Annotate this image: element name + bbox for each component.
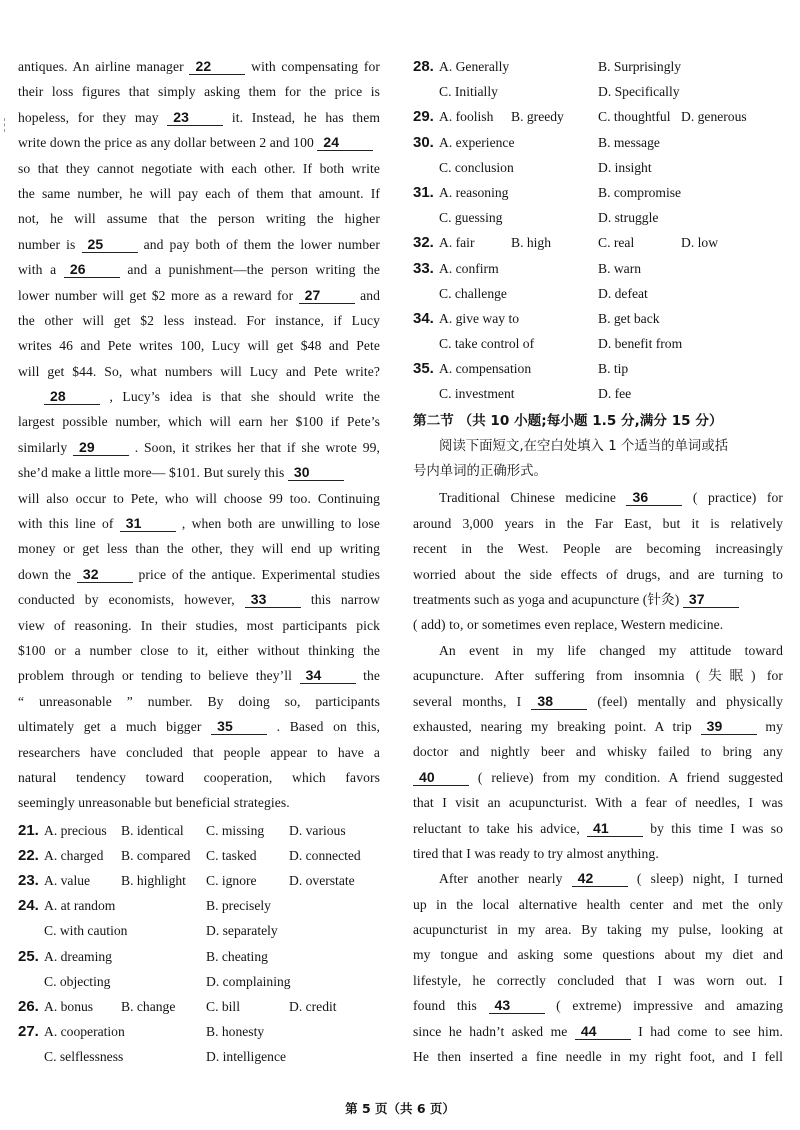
passage-text: the same number, he will pay each of them that amount. If — [18, 185, 380, 201]
option[interactable]: A. Generally — [439, 59, 510, 74]
passage-line — [413, 917, 783, 942]
question-row — [18, 868, 380, 893]
passage-line — [413, 739, 783, 764]
passage-text: write down the price as any dollar between 2 and 100 — [18, 135, 318, 151]
question-number: 24. — [18, 897, 39, 915]
passage-line — [18, 511, 380, 536]
passage-text: I had come to see him. — [630, 1023, 783, 1039]
passage-text: since he hadn’t asked me — [413, 1023, 575, 1039]
passage-text: tired that I was ready to try almost anything. — [413, 845, 659, 861]
option[interactable]: C. objecting — [44, 973, 111, 989]
option[interactable]: C. take control of — [439, 336, 535, 352]
passage-line — [18, 105, 380, 130]
passage-line — [413, 968, 783, 993]
option[interactable]: A. confirm — [439, 260, 499, 276]
question-row — [18, 1019, 380, 1044]
option[interactable]: A. dreaming — [44, 948, 112, 964]
passage-line — [18, 283, 380, 308]
option[interactable]: B. message — [598, 134, 660, 150]
right-column — [413, 54, 783, 1069]
section2-instruction: 阅读下面短文,在空白处填入 1 个适当的单词或括 号内单词的正确形式。 — [413, 438, 729, 480]
option[interactable]: B. identical — [121, 822, 184, 838]
option[interactable]: C. real — [598, 235, 635, 251]
left-column — [18, 54, 380, 1070]
option[interactable]: B. highlight — [121, 873, 186, 889]
option[interactable]: B. warn — [598, 260, 642, 276]
passage-line — [18, 333, 380, 358]
passage-text: my tongue and asking some questions about my diet and — [413, 947, 783, 963]
passage-text: conducted by economists, however, — [18, 592, 245, 608]
passage-text: this narrow — [300, 592, 380, 608]
passage-line — [18, 714, 380, 739]
question-row — [413, 155, 783, 180]
passage-line — [18, 409, 380, 434]
question-row — [413, 230, 783, 255]
option[interactable]: A. experience — [439, 134, 515, 150]
passage-line — [18, 130, 380, 155]
passage-line — [18, 435, 380, 460]
passage-text: with this line of — [18, 516, 120, 532]
left-questions — [18, 818, 380, 1070]
passage-line — [18, 384, 380, 409]
option[interactable]: D. generous — [681, 109, 747, 125]
right-passage — [413, 485, 783, 1069]
passage-line — [413, 866, 783, 891]
left-passage — [18, 54, 380, 816]
blank-34[interactable]: 34 — [300, 667, 356, 684]
passage-line — [18, 486, 380, 511]
option[interactable]: D. connected — [289, 847, 361, 863]
passage-text: reluctant to take his advice, — [413, 820, 588, 836]
passage-text: “ unreasonable ” number. By doing so, participants — [18, 693, 380, 709]
passage-text: doctor and nightly beer and whisky failed to bring any — [413, 744, 783, 760]
question-number: 25. — [18, 947, 39, 965]
option[interactable]: D. benefit from — [598, 336, 683, 352]
question-number: 27. — [18, 1023, 39, 1041]
blank-40[interactable]: 40 — [413, 769, 469, 786]
passage-text: treatments such as yoga and acupuncture (针灸) — [413, 592, 683, 607]
passage-line — [18, 79, 380, 104]
passage-line — [18, 740, 380, 765]
question-row — [18, 944, 380, 969]
option[interactable]: C. selflessness — [44, 1049, 124, 1065]
blank-30[interactable]: 30 — [288, 464, 344, 481]
option[interactable]: B. compared — [121, 847, 191, 863]
passage-line — [18, 689, 380, 714]
question-row — [413, 356, 783, 381]
passage-line — [18, 257, 380, 282]
blank-36[interactable]: 36 — [626, 489, 682, 506]
option[interactable]: A. reasoning — [439, 184, 509, 200]
passage-text: with a — [18, 262, 64, 278]
option[interactable]: A. foolish — [439, 109, 494, 125]
question-row — [413, 256, 783, 281]
passage-line — [18, 587, 380, 612]
passage-text: found this — [413, 998, 489, 1014]
blank-26[interactable]: 26 — [64, 261, 120, 278]
passage-text: the other will get $2 less instead. For instance, if Lucy — [18, 312, 380, 328]
passage-text: will get $44. So, what numbers will Lucy and Pete write? — [18, 363, 380, 379]
question-number: 35. — [413, 360, 434, 378]
passage-line — [18, 460, 380, 485]
passage-line — [18, 765, 380, 790]
question-number: 22. — [18, 846, 39, 864]
question-number: 28. — [413, 58, 434, 75]
passage-line — [18, 54, 380, 79]
passage-text: researchers have concluded that people appear to have a — [18, 744, 380, 760]
blank-38[interactable]: 38 — [531, 693, 587, 710]
question-row — [413, 205, 783, 230]
question-row — [413, 381, 783, 406]
passage-text: ultimately get a much bigger — [18, 719, 212, 735]
option[interactable]: B. greedy — [511, 109, 564, 125]
margin-mark — [4, 118, 6, 132]
blank-32[interactable]: 32 — [77, 566, 133, 583]
passage-text: not, he will assume that the person writing the higher — [18, 211, 380, 227]
passage-text: ( add) to, or sometimes even replace, Western medicine. — [413, 617, 724, 633]
passage-line — [18, 663, 380, 688]
passage-text: exhausted, nearing my breaking point. A trip — [413, 718, 701, 734]
passage-text: she’d make a little more— $101. But surely this — [18, 465, 288, 481]
passage-line — [413, 485, 783, 510]
option[interactable]: B. high — [511, 235, 552, 251]
blank-42[interactable]: 42 — [572, 870, 628, 887]
passage-line — [413, 790, 783, 815]
passage-text: . Soon, it strikes her that if she wrote 99, — [129, 439, 380, 455]
option[interactable]: C. challenge — [439, 285, 507, 301]
passage-text: ( extreme) impressive and amazing — [544, 998, 783, 1014]
blank-37[interactable]: 37 — [683, 591, 739, 608]
passage-text: it. Instead, he has them — [223, 109, 381, 125]
passage-text: ( sleep) night, I turned — [627, 871, 784, 887]
option[interactable]: D. intelligence — [206, 1049, 287, 1065]
passage-text: that I visit an acupuncturist. With a fear of needles, I was — [413, 795, 783, 811]
blank-41[interactable]: 41 — [587, 820, 643, 837]
option[interactable]: A. bonus — [44, 999, 94, 1015]
passage-line — [413, 612, 783, 637]
blank-35[interactable]: 35 — [211, 718, 267, 735]
blank-29[interactable]: 29 — [73, 439, 129, 456]
option[interactable]: A. compensation — [439, 361, 532, 377]
passage-text: seemingly unreasonable but beneficial strategies. — [18, 795, 290, 811]
passage-text: money or get less than the other, they will end up writing — [18, 541, 380, 557]
passage-text: . Based on this, — [267, 719, 380, 735]
option[interactable]: D. low — [681, 235, 719, 251]
option[interactable]: C. ignore — [206, 873, 257, 889]
passage-line — [413, 587, 783, 612]
passage-text: and pay both of them the lower number — [137, 236, 380, 252]
passage-text: will also occur to Pete, who will choose 99 too. Continuing — [18, 490, 380, 506]
option[interactable]: C. guessing — [439, 210, 503, 226]
option[interactable]: D. defeat — [598, 285, 648, 301]
question-row — [18, 818, 380, 843]
passage-text: , when both are unwilling to lose — [175, 516, 380, 532]
passage-text: acupuncturist in my area. By taking my pulse, looking at — [413, 922, 783, 938]
question-row — [413, 130, 783, 155]
passage-text: my — [756, 718, 783, 734]
option[interactable]: C. Initially — [439, 84, 498, 100]
option[interactable]: B. honesty — [206, 1024, 265, 1040]
option[interactable]: A. at random — [44, 898, 116, 914]
option[interactable]: B. get back — [598, 310, 660, 326]
passage-text: worried about the side effects of drugs, and are turning to — [413, 566, 783, 582]
passage-text: recent in the West. People are becoming increasingly — [413, 541, 783, 557]
option[interactable]: D. Specifically — [598, 84, 680, 100]
passage-text: lower number will get $2 more as a reward for — [18, 287, 299, 303]
passage-line — [18, 562, 380, 587]
passage-line — [18, 790, 380, 815]
question-number: 34. — [413, 309, 434, 327]
option[interactable]: C. missing — [206, 822, 265, 838]
passage-text: writes 46 and Pete writes 100, Lucy will get $48 and Pete — [18, 338, 380, 354]
option[interactable]: D. struggle — [598, 210, 659, 226]
passage-line — [18, 613, 380, 638]
option[interactable]: A. precious — [44, 822, 107, 838]
section2-title: 第二节 （共 10 小题;每小题 1.5 分,满分 15 分） — [413, 412, 723, 429]
option[interactable]: C. with caution — [44, 923, 128, 939]
passage-text: largest possible number, which will earn her $100 if Pete’s — [18, 414, 380, 430]
option[interactable]: B. change — [121, 999, 176, 1015]
option[interactable]: D. various — [289, 822, 346, 838]
passage-line — [413, 689, 783, 714]
option[interactable]: C. bill — [206, 999, 240, 1015]
blank-43[interactable]: 43 — [489, 997, 545, 1014]
passage-line — [413, 638, 783, 663]
question-number: 30. — [413, 133, 434, 151]
passage-line — [413, 892, 783, 917]
passage-line — [413, 1044, 783, 1069]
passage-text: so that they cannot negotiate with each other. If both write — [18, 160, 380, 176]
passage-text: acupuncture. After suffering from insomnia (失眠) for — [413, 668, 783, 684]
blank-23[interactable]: 23 — [167, 109, 223, 126]
question-number: 23. — [18, 872, 39, 890]
passage-text: price of the antique. Experimental studies — [132, 566, 381, 582]
blank-28[interactable]: 28 — [44, 388, 100, 405]
blank-24[interactable]: 24 — [317, 134, 373, 151]
option[interactable]: D. insight — [598, 159, 652, 175]
question-number: 26. — [18, 998, 39, 1016]
option[interactable]: B. compromise — [598, 184, 682, 200]
option[interactable]: A. give way to — [439, 310, 520, 326]
page-footer: 第 5 页（共 6 页） — [345, 1101, 455, 1116]
passage-text: and a punishment—the person writing the — [119, 262, 380, 278]
passage-text: around 3,000 years in the Far East, but it is relatively — [413, 515, 783, 531]
passage-line — [18, 156, 380, 181]
option[interactable]: B. precisely — [206, 898, 271, 914]
question-row — [18, 994, 380, 1019]
passage-text: ( practice) for — [682, 490, 783, 506]
question-number: 32. — [413, 234, 434, 252]
passage-text: He then inserted a fine needle in my right foot, and I fell — [413, 1049, 783, 1065]
question-row — [18, 843, 380, 868]
passage-line — [18, 181, 380, 206]
question-row — [18, 1044, 380, 1069]
passage-text: $100 or a number close to it, either without thinking the — [18, 642, 380, 658]
option[interactable]: A. charged — [44, 847, 104, 863]
blank-44[interactable]: 44 — [575, 1023, 631, 1040]
question-row — [413, 180, 783, 205]
passage-line — [18, 206, 380, 231]
passage-text: hopeless, for they may — [18, 109, 168, 125]
passage-line — [413, 993, 783, 1018]
passage-line — [18, 308, 380, 333]
blank-39[interactable]: 39 — [701, 718, 757, 735]
question-row — [413, 104, 783, 129]
passage-text: An event in my life changed my attitude toward — [439, 642, 783, 658]
passage-text: by this time I was so — [643, 820, 783, 836]
passage-text: and — [354, 287, 381, 303]
blank-33[interactable]: 33 — [245, 591, 301, 608]
passage-text: view of reasoning. In their studies, most participants pick — [18, 617, 380, 633]
question-row — [413, 306, 783, 331]
passage-text: After another nearly — [439, 871, 572, 887]
option[interactable]: B. Surprisingly — [598, 59, 682, 74]
passage-line — [18, 536, 380, 561]
option[interactable]: D. complaining — [206, 973, 291, 989]
passage-text: (feel) mentally and physically — [587, 693, 783, 709]
passage-text: number is — [18, 236, 82, 252]
question-row — [413, 54, 783, 79]
right-questions — [413, 54, 783, 407]
option[interactable]: D. fee — [598, 386, 632, 402]
blank-25[interactable]: 25 — [82, 236, 138, 253]
blank-31[interactable]: 31 — [120, 515, 176, 532]
question-row — [413, 79, 783, 104]
option[interactable]: D. overstate — [289, 873, 355, 889]
option[interactable]: B. tip — [598, 361, 629, 377]
option[interactable]: A. fair — [439, 235, 475, 251]
passage-text: their loss figures that simply asking them for the price is — [18, 84, 380, 100]
option[interactable]: D. separately — [206, 923, 278, 939]
passage-text: the — [355, 668, 380, 684]
passage-text: ( relieve) from my condition. A friend suggested — [469, 769, 783, 785]
passage-line — [413, 714, 783, 739]
passage-line — [413, 511, 783, 536]
passage-line — [413, 942, 783, 967]
passage-text: down the — [18, 566, 77, 582]
passage-line — [413, 663, 783, 688]
passage-text: several months, I — [413, 693, 532, 709]
option[interactable]: D. credit — [289, 999, 337, 1015]
option[interactable]: B. cheating — [206, 948, 268, 964]
passage-line — [18, 359, 380, 384]
option[interactable]: C. thoughtful — [598, 109, 671, 125]
question-row — [413, 331, 783, 356]
question-number: 29. — [413, 108, 434, 126]
passage-line — [413, 841, 783, 866]
question-number: 21. — [18, 821, 39, 839]
passage-line — [413, 816, 783, 841]
passage-text: up in the local alternative health center and met the only — [413, 896, 783, 912]
question-row — [18, 918, 380, 943]
question-row — [413, 281, 783, 306]
passage-line — [413, 765, 783, 790]
passage-text: antiques. An airline manager — [18, 59, 190, 74]
passage-line — [413, 536, 783, 561]
blank-22[interactable]: 22 — [189, 58, 245, 75]
passage-text: similarly — [18, 439, 73, 455]
passage-line — [413, 1019, 783, 1044]
passage-text: with compensating for — [245, 59, 380, 74]
question-number: 33. — [413, 259, 434, 277]
option[interactable]: C. investment — [439, 386, 515, 402]
passage-text: , Lucy’s idea is that she should write the — [100, 389, 380, 405]
option[interactable]: A. cooperation — [44, 1024, 125, 1040]
option[interactable]: C. tasked — [206, 847, 257, 863]
passage-text: problem through or tending to believe they’ll — [18, 668, 300, 684]
passage-text: natural tendency toward cooperation, which favors — [18, 769, 380, 785]
blank-27[interactable]: 27 — [299, 287, 355, 304]
option[interactable]: A. value — [44, 873, 91, 889]
passage-line — [413, 562, 783, 587]
passage-text: Traditional Chinese medicine — [439, 490, 627, 506]
question-row — [18, 969, 380, 994]
passage-line — [18, 232, 380, 257]
passage-line — [18, 638, 380, 663]
question-row — [18, 893, 380, 918]
option[interactable]: C. conclusion — [439, 159, 514, 175]
passage-text: lifestyle, he correctly concluded that I was worn out. I — [413, 972, 783, 988]
question-number: 31. — [413, 183, 434, 201]
